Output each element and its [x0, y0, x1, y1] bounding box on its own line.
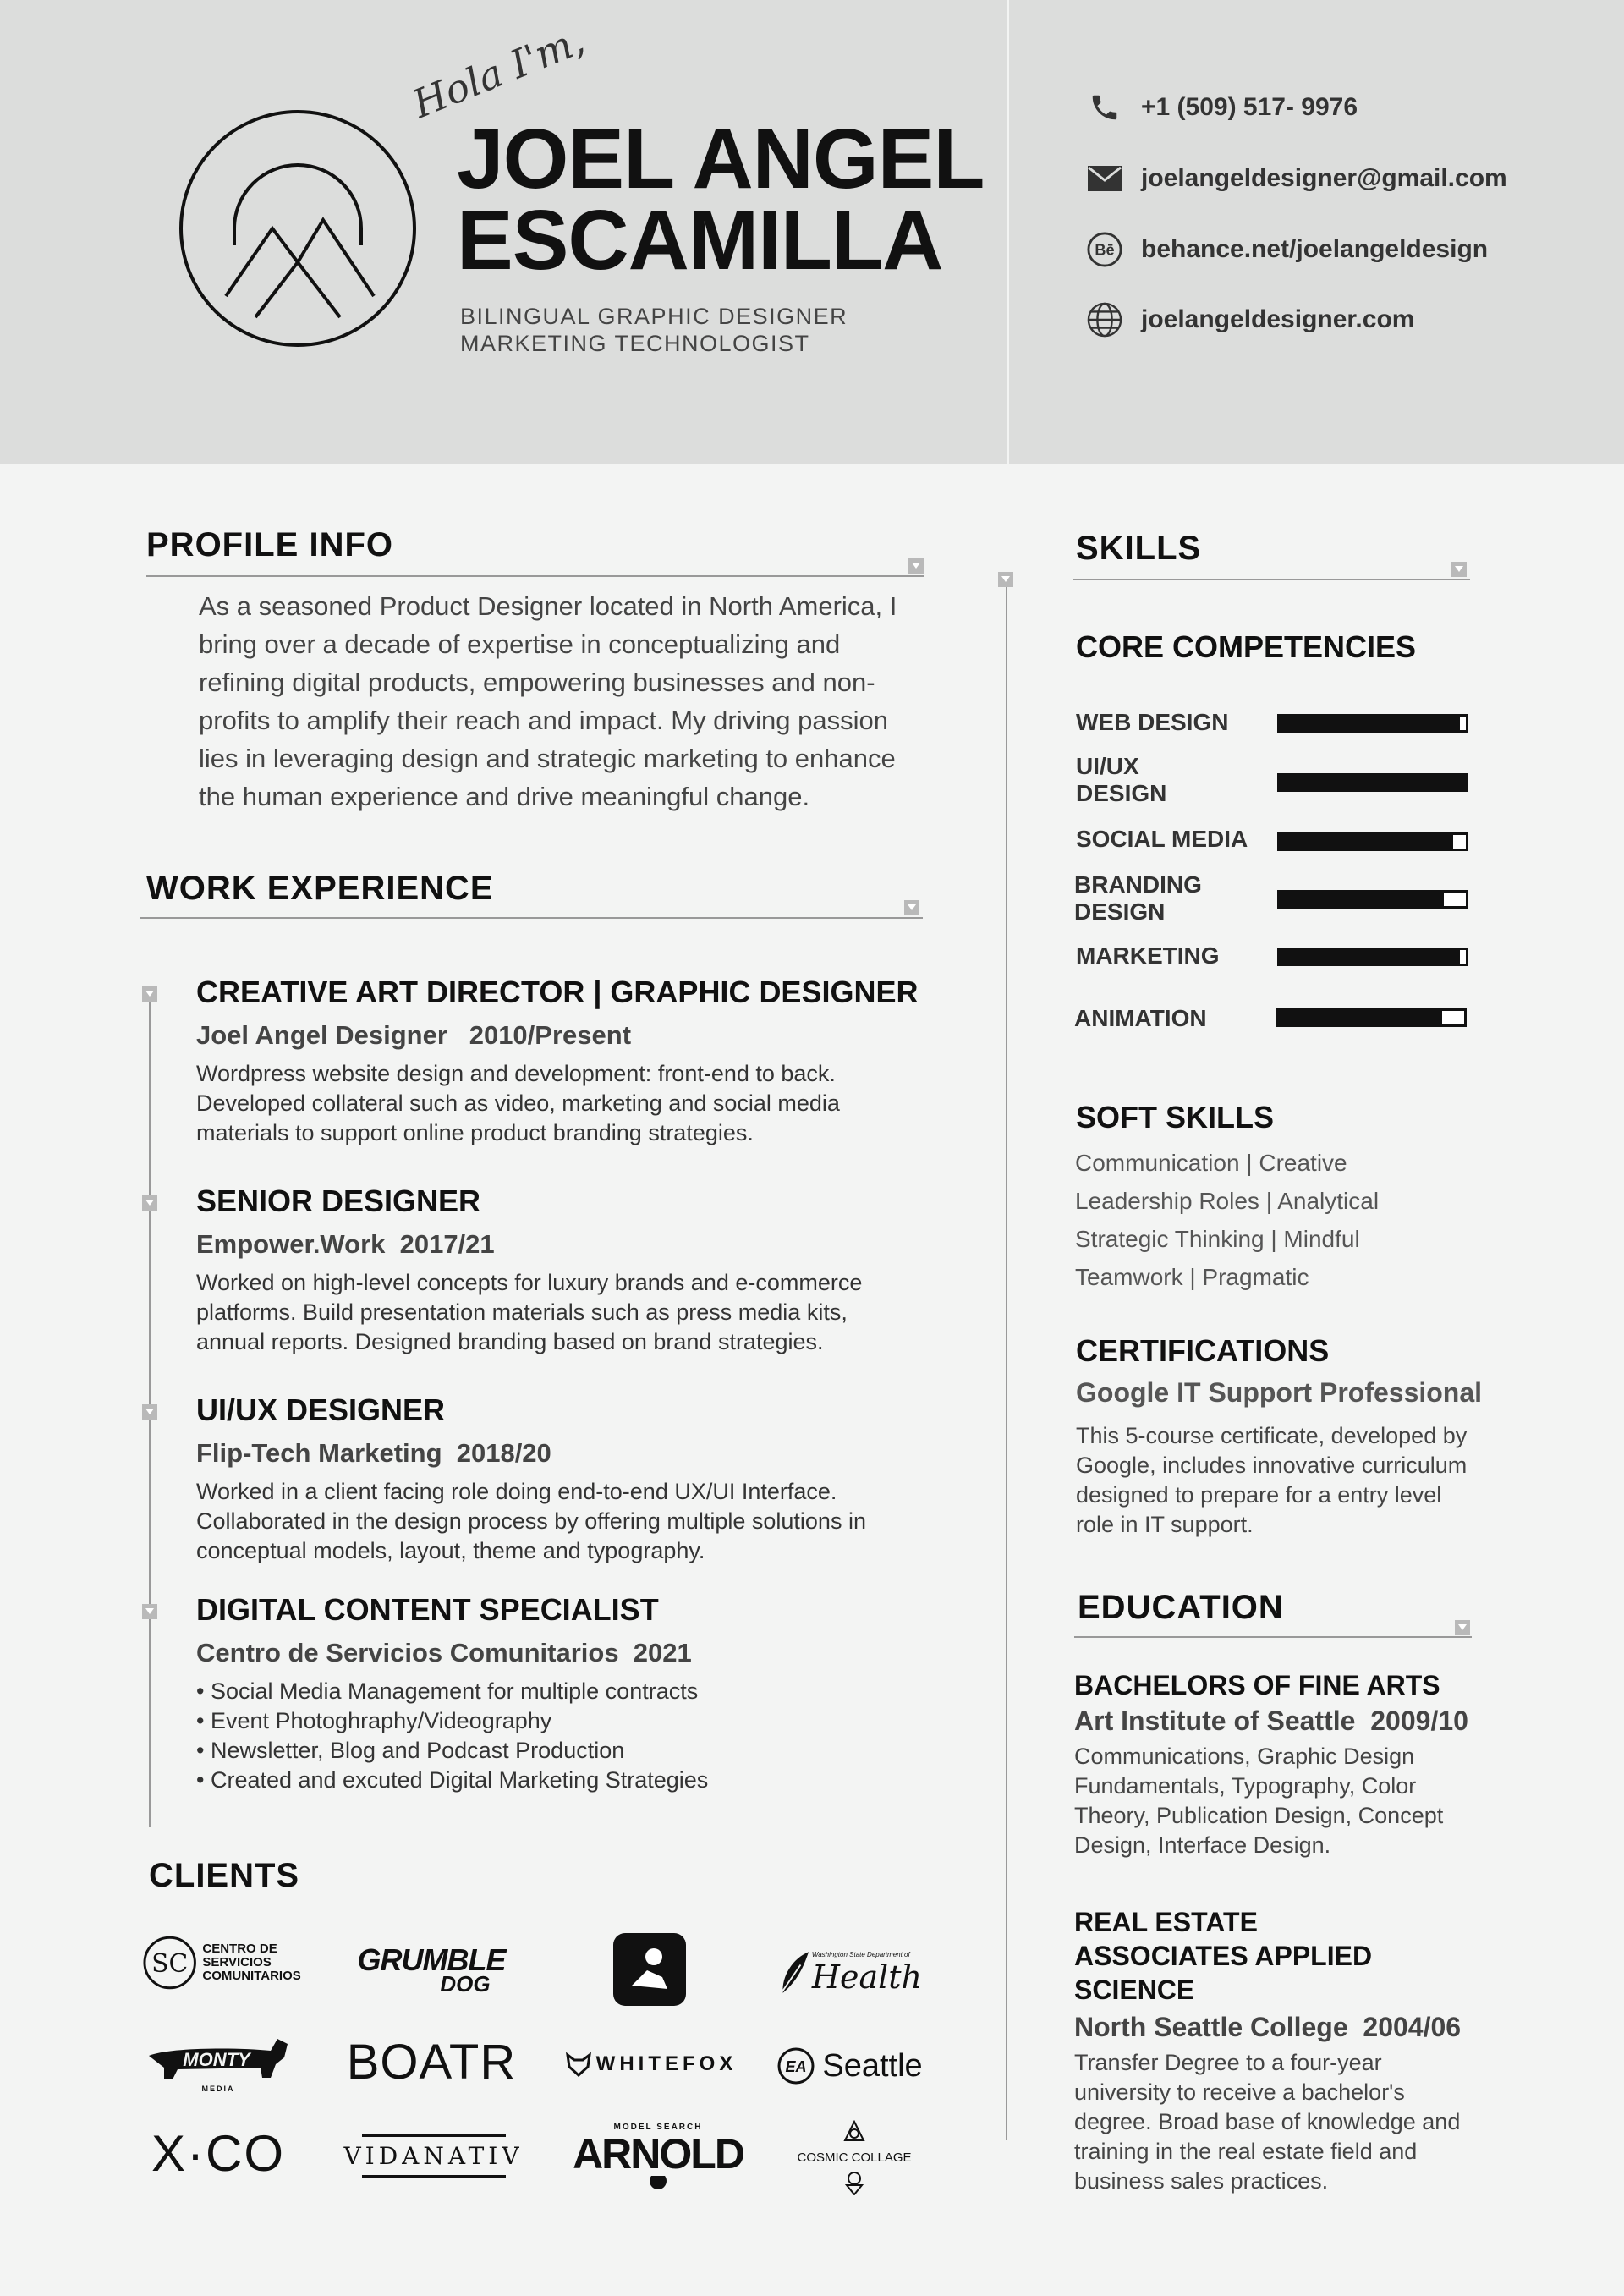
- role-subtitle: [460, 303, 848, 357]
- skill-bar: [1277, 832, 1468, 851]
- skills-rule: [1073, 579, 1470, 580]
- edu-school: Art Institute of Seattle 2009/10: [1074, 1706, 1468, 1736]
- envelope-icon: [1087, 161, 1122, 196]
- bullet-item: • Created and excuted Digital Marketing Strategies: [196, 1767, 709, 1793]
- skill-label: BRANDING DESIGN: [1074, 871, 1202, 925]
- profile-marker: [908, 558, 924, 574]
- whitefox-text: WHITEFOX: [595, 2052, 738, 2075]
- svg-text:EA: EA: [785, 2058, 807, 2075]
- job-company: Centro de Servicios Comunitarios 2021: [196, 1638, 692, 1667]
- job-title: DIGITAL CONTENT SPECIALIST: [196, 1592, 659, 1627]
- client-logo-grumble: [351, 1927, 512, 2012]
- svg-text:MONTY: MONTY: [183, 2049, 250, 2070]
- skill-row: [1076, 942, 1473, 973]
- client-logo-seattle: [771, 2041, 928, 2091]
- soft-skills-title: SOFT SKILLS: [1076, 1100, 1274, 1134]
- feather-icon: [776, 1947, 812, 1998]
- svg-text:Bē: Bē: [1095, 241, 1115, 259]
- arnold-text: ARNOLD: [573, 2129, 743, 2178]
- seattle-text: Seattle: [822, 2047, 923, 2084]
- vidanativ-top-rule: [362, 2134, 506, 2137]
- skill-bar-fill: [1280, 835, 1453, 849]
- cert-name: Google IT Support Professional: [1076, 1377, 1483, 1408]
- boatr-text: BOATR: [346, 2034, 517, 2090]
- behance-text: behance.net/joelangeldesign: [1141, 235, 1489, 263]
- soft-skill-item: Strategic Thinking | Mindful: [1075, 1226, 1360, 1252]
- soft-skills-list: [1075, 1144, 1379, 1296]
- work-marker: [904, 900, 919, 915]
- skill-row: [1076, 826, 1473, 856]
- ea-badge-icon: [776, 2046, 815, 2085]
- education-marker: [1455, 1620, 1470, 1635]
- edu-degree: BACHELORS OF FINE ARTS: [1074, 1670, 1440, 1700]
- job-marker: [142, 1404, 157, 1420]
- skill-bar-fill: [1280, 776, 1466, 789]
- client-logo-vidanativ: [338, 2123, 529, 2188]
- grumble-dog-text: DOG: [440, 1970, 491, 1997]
- client-logo-reader: [613, 1933, 686, 2006]
- arnold-emblem-icon: [641, 2176, 675, 2193]
- skill-bar: [1277, 714, 1468, 733]
- client-logo-arnold: [573, 2119, 743, 2195]
- client-logo-health: [776, 1939, 922, 2007]
- clients-title: CLIENTS: [149, 1857, 300, 1894]
- education-item: [1074, 1905, 1497, 2196]
- job-bullets: [196, 1677, 941, 1795]
- profile-rule: [146, 575, 924, 577]
- email-text: joelangeldesigner@gmail.com: [1141, 164, 1507, 192]
- job-title: UI/UX DESIGNER: [196, 1392, 446, 1427]
- edu-description: Transfer Degree to a four-year university to receive a bachelor's degree. Broad base of knowledge and training in the real estate field and business sales practices.: [1074, 2050, 1461, 2194]
- health-small-text: Washington State Department of: [811, 1950, 910, 1958]
- role-line-2: MARKETING TECHNOLOGIST: [460, 331, 810, 356]
- arnold-small-text: MODEL SEARCH: [613, 2122, 703, 2132]
- job-item: [196, 975, 941, 1148]
- skills-marker: [1451, 562, 1467, 577]
- xco-text: X·CO: [151, 2124, 285, 2182]
- education-item: [1074, 1668, 1497, 1860]
- column-divider: [1006, 587, 1007, 2140]
- skill-bar-fill: [1280, 893, 1444, 906]
- skill-bar-fill: [1280, 950, 1460, 964]
- skill-label: MARKETING: [1076, 942, 1220, 969]
- contact-email[interactable]: [1087, 157, 1507, 200]
- role-line-1: BILINGUAL GRAPHIC DESIGNER: [460, 304, 848, 329]
- csc-text: CENTRO DE SERVICIOS COMUNITARIOS: [202, 1942, 301, 1983]
- job-title: CREATIVE ART DIRECTOR | GRAPHIC DESIGNER: [196, 975, 919, 1009]
- skill-bar: [1277, 890, 1468, 909]
- certifications-title: CERTIFICATIONS: [1076, 1333, 1330, 1368]
- job-marker: [142, 986, 157, 1002]
- job-company: Joel Angel Designer 2010/Present: [196, 1020, 632, 1050]
- contact-behance[interactable]: [1087, 228, 1488, 271]
- soft-skill-item: Teamwork | Pragmatic: [1075, 1264, 1309, 1290]
- edu-degree: REAL ESTATE ASSOCIATES APPLIED SCIENCE: [1074, 1907, 1380, 2005]
- divider-marker: [998, 572, 1013, 587]
- job-title: SENIOR DESIGNER: [196, 1184, 481, 1218]
- website-text: joelangeldesigner.com: [1141, 305, 1415, 333]
- profile-text: As a seasoned Product Designer located in North America, I bring over a decade of expertise in conceptualizing and refining digital products, empowering businesses and non-profits to amplify their reach and impact. My driving passion lies in leveraging design and strategic marketing to enhance the human experience and drive meaningful change.: [199, 591, 897, 811]
- monty-media-text: MEDIA: [201, 2085, 235, 2093]
- skill-bar-fill: [1278, 1011, 1442, 1024]
- bullet-item: • Social Media Management for multiple contracts: [196, 1678, 699, 1704]
- grumble-text: GRUMBLE: [357, 1942, 506, 1977]
- soft-skill-item: Leadership Roles | Analytical: [1075, 1188, 1380, 1214]
- contact-phone[interactable]: [1087, 86, 1358, 129]
- job-description: Worked on high-level concepts for luxury brands and e-commerce platforms. Build presentation materials such as press media kits, annual reports. Designed branding based on brand strategies.: [196, 1270, 863, 1354]
- client-logo-whitefox: [562, 2043, 740, 2085]
- job-company: Flip-Tech Marketing 2018/20: [196, 1438, 551, 1468]
- cosmic-text: COSMIC COLLAGE: [797, 2150, 912, 2165]
- skill-bar: [1277, 948, 1468, 966]
- profile-title: PROFILE INFO: [146, 526, 393, 563]
- skill-label: ANIMATION: [1074, 1005, 1207, 1031]
- skill-bar: [1276, 1008, 1467, 1027]
- skill-bar-fill: [1280, 717, 1460, 730]
- job-item: [196, 1392, 941, 1566]
- bullet-item: • Event Photoghraphy/Videography: [196, 1708, 552, 1733]
- header-divider: [1007, 0, 1009, 474]
- reader-app-icon: [613, 1933, 686, 2006]
- job-marker: [142, 1604, 157, 1619]
- skill-label: UI/UX DESIGN: [1076, 753, 1167, 806]
- edu-school: North Seattle College 2004/06: [1074, 2012, 1462, 2042]
- work-title: WORK EXPERIENCE: [146, 870, 494, 907]
- client-logo-boatr: [343, 2032, 520, 2091]
- name-line-1: JOEL ANGEL: [457, 112, 985, 206]
- csc-seal-icon: [142, 1935, 197, 1991]
- job-description: Wordpress website design and development: front-end to back. Developed collateral such as video, marketing and social media materials to support online product branding strategies.: [196, 1061, 840, 1145]
- cosmic-top-icon: [842, 2120, 867, 2145]
- name-line-2: ESCAMILLA: [457, 193, 943, 288]
- client-logo-cosmic: [787, 2111, 922, 2204]
- bullet-item: • Newsletter, Blog and Podcast Production: [196, 1738, 625, 1763]
- skill-bar: [1277, 773, 1468, 792]
- education-rule: [1074, 1636, 1472, 1638]
- full-name: [457, 112, 985, 288]
- skill-row: [1076, 709, 1473, 739]
- skill-row: [1074, 871, 1472, 927]
- skill-row: [1076, 753, 1473, 809]
- education-title: EDUCATION: [1078, 1589, 1284, 1626]
- greeting: Hola I'm,: [406, 16, 591, 128]
- job-description: Worked in a client facing role doing end-to-end UX/UI Interface. Collaborated in the design process by offering multiple solutions in conceptual models, layout, theme and typography.: [196, 1479, 866, 1563]
- skill-label: WEB DESIGN: [1076, 709, 1229, 735]
- client-logo-monty: [142, 2026, 294, 2102]
- job-company: Empower.Work 2017/21: [196, 1229, 495, 1259]
- phone-icon: [1087, 90, 1122, 125]
- phone-text: +1 (509) 517- 9976: [1141, 93, 1358, 121]
- edu-description: Communications, Graphic Design Fundamentals, Typography, Color Theory, Publication Design, Concept Design, Interface Design.: [1074, 1744, 1444, 1858]
- job-item: [196, 1184, 941, 1357]
- work-rule: [140, 917, 923, 919]
- job-item: [196, 1592, 941, 1795]
- job-marker: [142, 1195, 157, 1211]
- health-text: Health: [811, 1958, 922, 1996]
- globe-icon: [1087, 302, 1122, 338]
- client-logo-csc: [142, 1929, 328, 1997]
- vidanativ-text: VIDANATIV: [343, 2141, 524, 2170]
- behance-icon: [1087, 232, 1122, 267]
- cert-description: This 5-course certificate, developed by Google, includes innovative curriculum designed to prepare for a entry level role in IT support.: [1076, 1423, 1468, 1537]
- skills-title: SKILLS: [1076, 530, 1202, 567]
- core-competencies-title: CORE COMPETENCIES: [1076, 629, 1417, 664]
- contact-website[interactable]: [1087, 299, 1414, 341]
- mountain-logo-icon: [179, 110, 425, 355]
- soft-skill-item: Communication | Creative: [1075, 1150, 1347, 1176]
- client-logo-xco: [142, 2123, 294, 2183]
- svg-text:SC: SC: [151, 1948, 189, 1979]
- fox-icon: [566, 2052, 591, 2077]
- skill-row: [1074, 1005, 1472, 1035]
- vidanativ-bottom-rule: [362, 2175, 506, 2178]
- dachshund-icon: [144, 2035, 293, 2085]
- cosmic-bottom-icon: [842, 2170, 867, 2195]
- skill-label: SOCIAL MEDIA: [1076, 826, 1248, 852]
